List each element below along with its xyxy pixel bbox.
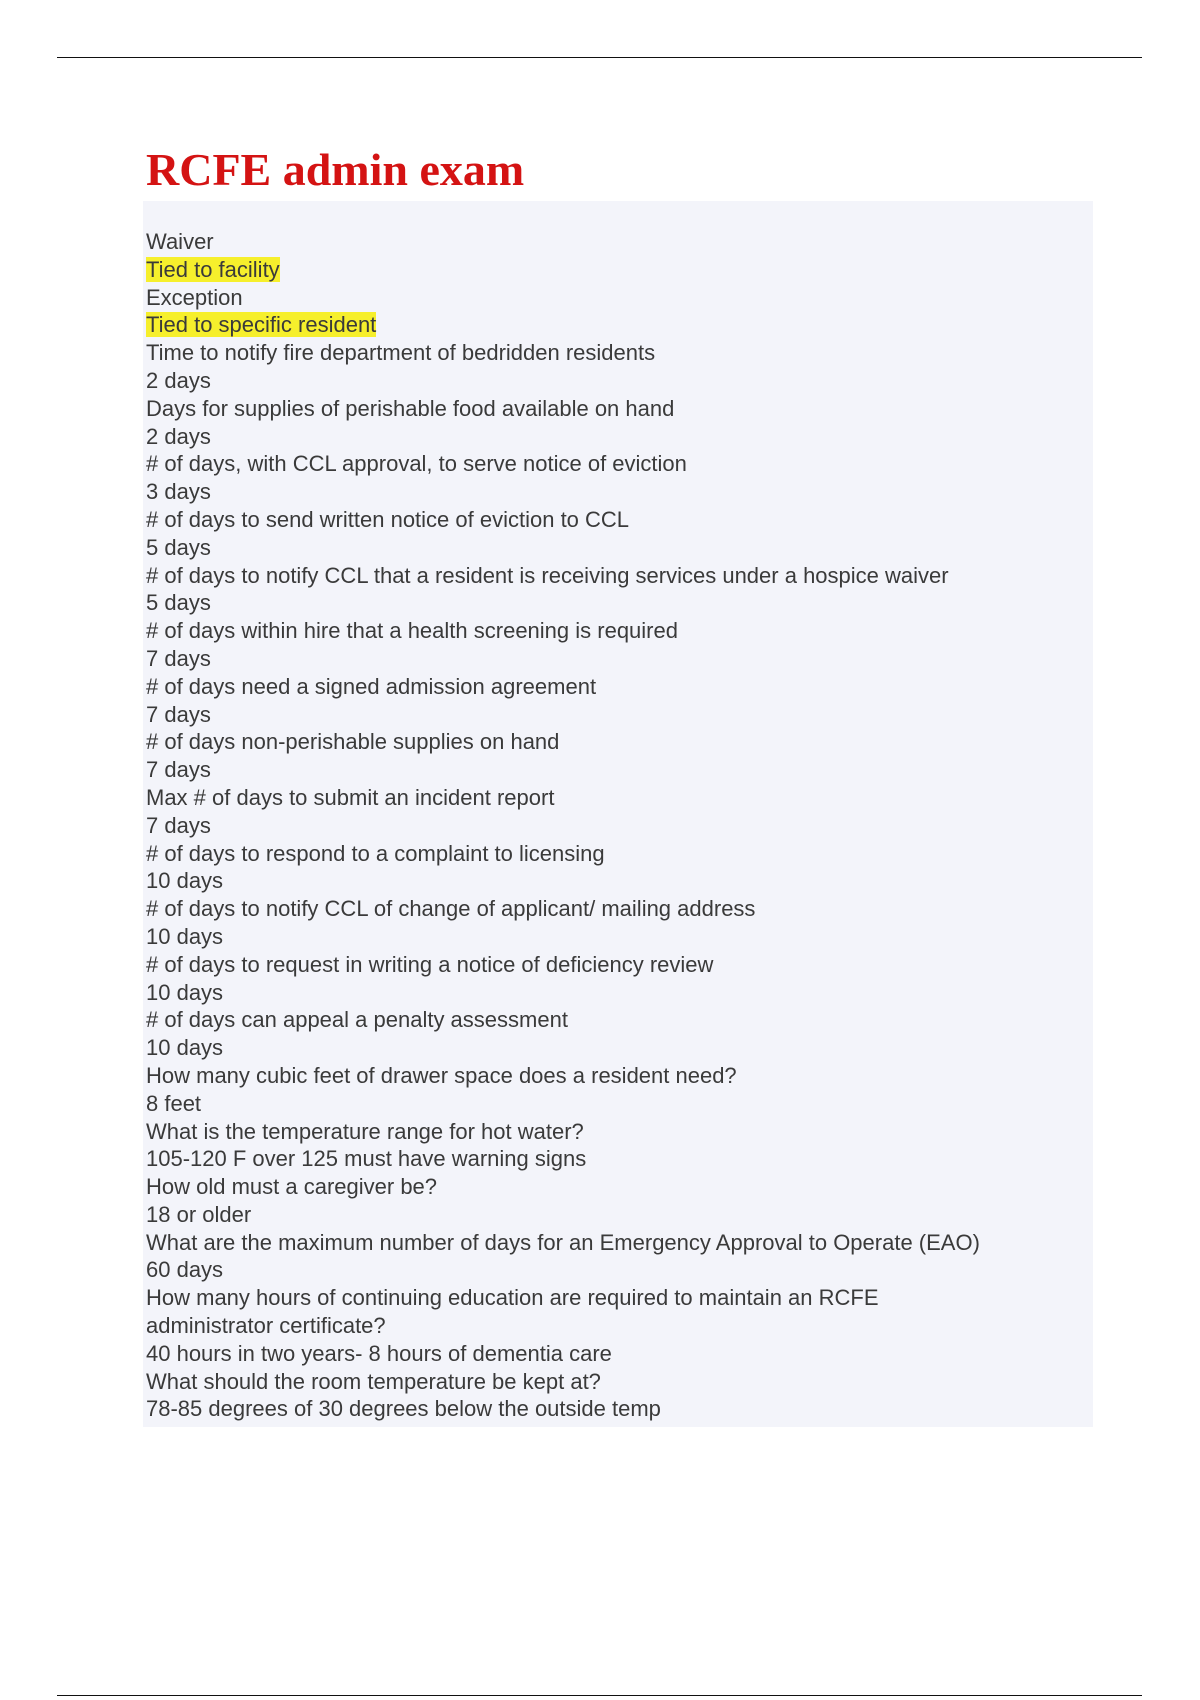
qa-line bbox=[146, 1145, 1086, 1173]
qa-line bbox=[146, 756, 1086, 784]
line-text: 40 hours in two years- 8 hours of dementia care bbox=[146, 1340, 612, 1366]
line-text: 7 days bbox=[146, 757, 211, 783]
line-text: What should the room temperature be kept at? bbox=[146, 1368, 601, 1394]
line-text: 7 days bbox=[146, 812, 211, 838]
header-rule bbox=[57, 57, 1142, 58]
line-text: Days for supplies of perishable food available on hand bbox=[146, 395, 675, 421]
line-text: 7 days bbox=[146, 645, 211, 671]
qa-line bbox=[146, 645, 1086, 673]
line-text: # of days non-perishable supplies on hand bbox=[146, 729, 560, 755]
qa-line bbox=[146, 617, 1086, 645]
line-text: # of days can appeal a penalty assessment bbox=[146, 1007, 568, 1033]
footer-rule bbox=[57, 1695, 1142, 1696]
qa-line bbox=[146, 1395, 1086, 1423]
qa-line bbox=[146, 367, 1086, 395]
highlighted-text: Tied to facility bbox=[146, 256, 280, 282]
qa-line bbox=[146, 784, 1086, 812]
qa-line bbox=[146, 673, 1086, 701]
qa-line bbox=[146, 1229, 1086, 1257]
qa-line bbox=[146, 311, 1086, 339]
document-title: RCFE admin exam bbox=[146, 144, 525, 195]
qa-line bbox=[146, 923, 1086, 951]
qa-line bbox=[146, 478, 1086, 506]
qa-line bbox=[146, 1090, 1086, 1118]
line-text: # of days to request in writing a notice of deficiency review bbox=[146, 951, 714, 977]
qa-line bbox=[146, 589, 1086, 617]
line-text: 2 days bbox=[146, 423, 211, 449]
line-text: How many cubic feet of drawer space does a resident need? bbox=[146, 1062, 737, 1088]
line-text: # of days to send written notice of eviction to CCL bbox=[146, 506, 630, 532]
line-text: Time to notify fire department of bedridden residents bbox=[146, 340, 656, 366]
qa-line bbox=[146, 1284, 976, 1340]
qa-line bbox=[146, 450, 1086, 478]
qa-line bbox=[146, 1368, 1086, 1396]
qa-line bbox=[146, 423, 1086, 451]
qa-line bbox=[146, 867, 1086, 895]
qa-line bbox=[146, 228, 1086, 256]
qa-line bbox=[146, 1256, 1086, 1284]
qa-line bbox=[146, 812, 1086, 840]
line-text: 3 days bbox=[146, 479, 211, 505]
qa-line bbox=[146, 840, 1086, 868]
line-text: 105-120 F over 125 must have warning signs bbox=[146, 1146, 587, 1172]
qa-line bbox=[146, 1006, 1086, 1034]
qa-line bbox=[146, 1201, 1086, 1229]
qa-line bbox=[146, 284, 1086, 312]
qa-line bbox=[146, 562, 1086, 590]
line-text: 78-85 degrees of 30 degrees below the outside temp bbox=[146, 1396, 661, 1422]
line-text: How many hours of continuing education are required to maintain an RCFE administrator certificate? bbox=[146, 1285, 879, 1339]
qa-line bbox=[146, 1173, 1086, 1201]
qa-line bbox=[146, 1062, 1086, 1090]
qa-line bbox=[146, 979, 1086, 1007]
line-text: # of days to respond to a complaint to licensing bbox=[146, 840, 605, 866]
qa-line bbox=[146, 1340, 1086, 1368]
qa-line bbox=[146, 395, 1086, 423]
line-text: Max # of days to submit an incident report bbox=[146, 784, 555, 810]
line-text: 7 days bbox=[146, 701, 211, 727]
line-text: 10 days bbox=[146, 923, 224, 949]
qa-line bbox=[146, 951, 1086, 979]
qa-list bbox=[146, 228, 1086, 1423]
line-text: 2 days bbox=[146, 367, 211, 393]
line-text: Exception bbox=[146, 284, 243, 310]
line-text: 10 days bbox=[146, 979, 224, 1005]
qa-line bbox=[146, 339, 1086, 367]
qa-line bbox=[146, 1118, 1086, 1146]
line-text: # of days to notify CCL that a resident is receiving services under a hospice waiver bbox=[146, 562, 949, 588]
line-text: 10 days bbox=[146, 868, 224, 894]
line-text: # of days to notify CCL of change of applicant/ mailing address bbox=[146, 896, 756, 922]
qa-line bbox=[146, 728, 1086, 756]
line-text: How old must a caregiver be? bbox=[146, 1174, 438, 1200]
line-text: 5 days bbox=[146, 590, 211, 616]
line-text: # of days within hire that a health screening is required bbox=[146, 618, 678, 644]
line-text: What are the maximum number of days for an Emergency Approval to Operate (EAO) bbox=[146, 1229, 980, 1255]
line-text: # of days, with CCL approval, to serve notice of eviction bbox=[146, 451, 687, 477]
highlighted-text: Tied to specific resident bbox=[146, 312, 377, 338]
qa-line bbox=[146, 895, 1086, 923]
line-text: 18 or older bbox=[146, 1201, 252, 1227]
line-text: 5 days bbox=[146, 534, 211, 560]
line-text: # of days need a signed admission agreement bbox=[146, 673, 597, 699]
line-text: 8 feet bbox=[146, 1090, 202, 1116]
qa-line bbox=[146, 506, 1086, 534]
qa-line bbox=[146, 256, 1086, 284]
qa-line bbox=[146, 534, 1086, 562]
line-text: 60 days bbox=[146, 1257, 224, 1283]
qa-line bbox=[146, 701, 1086, 729]
line-text: 10 days bbox=[146, 1035, 224, 1061]
line-text: Waiver bbox=[146, 229, 214, 254]
line-text: What is the temperature range for hot water? bbox=[146, 1118, 584, 1144]
qa-line bbox=[146, 1034, 1086, 1062]
